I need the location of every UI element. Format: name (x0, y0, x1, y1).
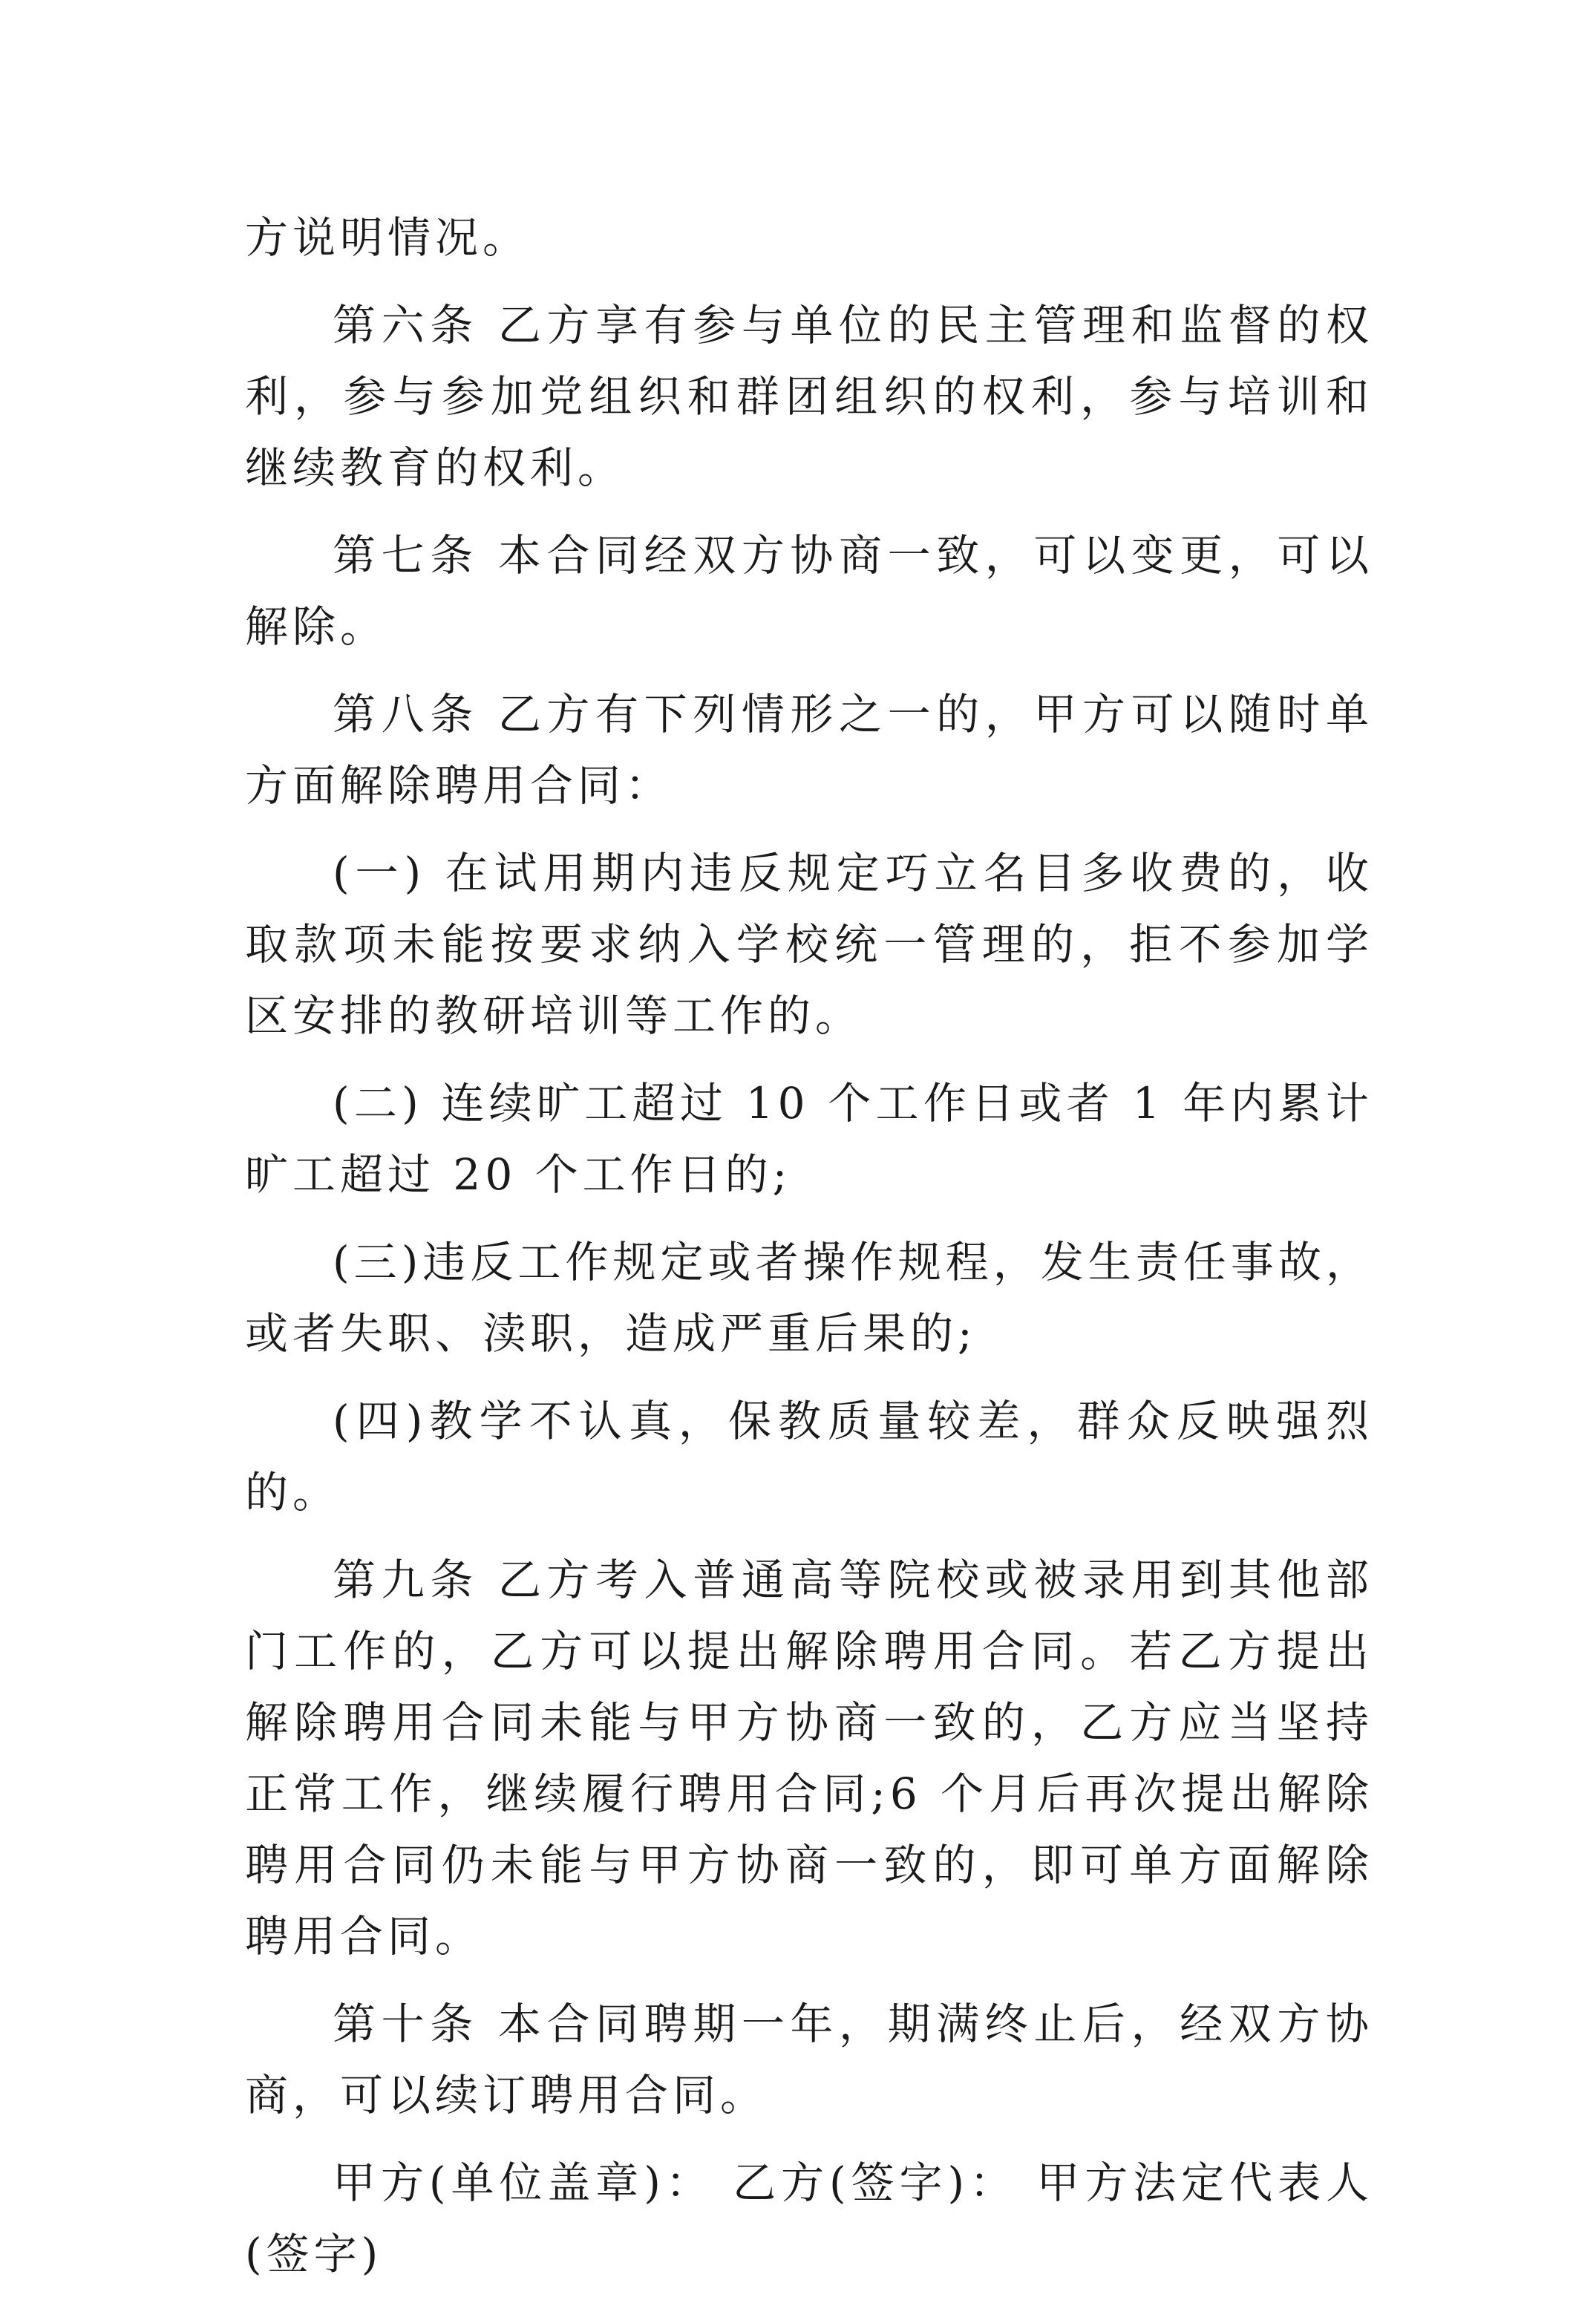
paragraph-article-10: 第十条 本合同聘期一年，期满终止后，经双方协商，可以续订聘用合同。 (245, 1999, 1373, 2120)
paragraph-signatures: 甲方(单位盖章)： 乙方(签字)： 甲方法定代表人(签字) (245, 2158, 1373, 2279)
paragraph-item-3: (三)违反工作规定或者操作规程，发生责任事故，或者失职、渎职，造成严重后果的; (245, 1237, 1373, 1359)
paragraph-article-7: 第七条 本合同经双方协商一致，可以变更，可以解除。 (245, 530, 1373, 652)
paragraph-item-2: (二) 连续旷工超过 10 个工作日或者 1 年内累计旷工超过 20 个工作日的; (245, 1078, 1373, 1200)
paragraph-article-6: 第六条 乙方享有参与单位的民主管理和监督的权利，参与参加党组织和群团组织的权利，参与培训和继续教育的权利。 (245, 300, 1373, 493)
paragraph-article-9: 第九条 乙方考入普通高等院校或被录用到其他部门工作的，乙方可以提出解除聘用合同。若乙方提出解除聘用合同未能与甲方协商一致的，乙方应当坚持正常工作，继续履行聘用合同;6 个月后再次提出解除聘用合同仍未能与甲方协商一致的，即可单方面解除聘用合同。 (245, 1555, 1373, 1962)
paragraph-item-4: (四)教学不认真，保教质量较差，群众反映强烈的。 (245, 1396, 1373, 1518)
paragraph-continuation: 方说明情况。 (245, 212, 531, 263)
paragraph-item-1: (一) 在试用期内违反规定巧立名目多收费的，收取款项未能按要求纳入学校统一管理的，拒不参加学区安排的教研培训等工作的。 (245, 848, 1373, 1041)
document-body (245, 202, 1373, 2306)
paragraph-article-8: 第八条 乙方有下列情形之一的，甲方可以随时单方面解除聘用合同： (245, 689, 1373, 811)
